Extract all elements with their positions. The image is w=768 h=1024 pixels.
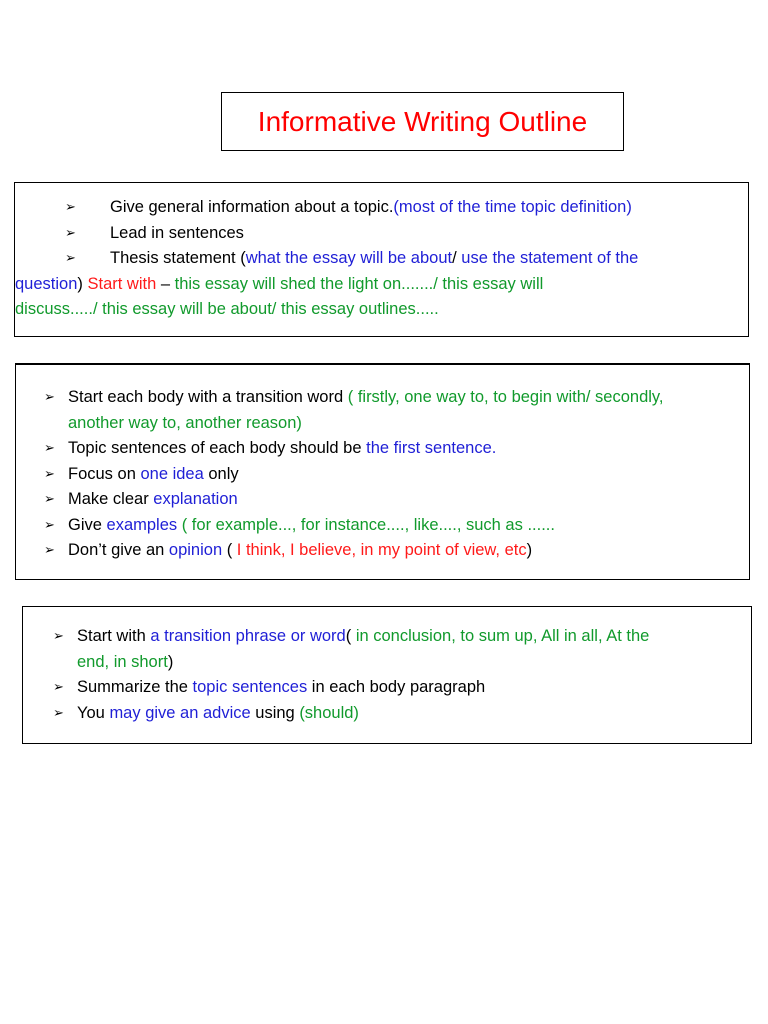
- list-item: [44, 487, 743, 513]
- list-item-continuation: end, in short): [77, 652, 174, 671]
- list-item: [65, 246, 738, 272]
- list-item-continuation: discuss...../ this essay will be about/ this essay outlines.....: [15, 300, 439, 318]
- body-box: [15, 363, 750, 580]
- conclusion-box: [22, 606, 752, 744]
- list-item: [53, 675, 741, 701]
- list-item: [44, 513, 743, 539]
- list-item: [44, 436, 743, 462]
- arrow-bullet-icon: ➢: [65, 200, 76, 215]
- list-item: [53, 624, 741, 650]
- item-text: Make clear explanation: [68, 490, 238, 508]
- arrow-bullet-icon: ➢: [53, 680, 64, 695]
- arrow-bullet-icon: ➢: [53, 629, 64, 644]
- item-text: Give examples ( for example..., for instance...., like...., such as ......: [68, 515, 555, 534]
- note-text: (most of the time topic definition): [393, 198, 632, 216]
- arrow-bullet-icon: ➢: [65, 251, 76, 266]
- item-text: Thesis statement (what the essay will be about/ use the statement of the: [110, 249, 639, 267]
- list-item: [44, 462, 743, 488]
- list-item: [53, 701, 741, 727]
- arrow-bullet-icon: ➢: [44, 390, 55, 405]
- arrow-bullet-icon: ➢: [53, 705, 64, 721]
- arrow-bullet-icon: ➢: [44, 517, 55, 533]
- item-text: Give general information about a topic.(most of the time topic definition): [110, 198, 632, 216]
- item-text: You may give an advice using (should): [77, 703, 359, 722]
- item-text: Start each body with a transition word ( firstly, one way to, to begin with/ secondly,: [68, 388, 664, 406]
- arrow-bullet-icon: ➢: [44, 441, 55, 456]
- list-item: [65, 221, 738, 247]
- item-text: Focus on one idea only: [68, 464, 239, 483]
- arrow-bullet-icon: ➢: [44, 492, 55, 507]
- page-title: Informative Writing Outline: [257, 105, 588, 137]
- list-item: [44, 385, 743, 411]
- item-text: Start with a transition phrase or word( in conclusion, to sum up, All in all, At the: [77, 627, 650, 645]
- list-item-continuation: question) Start with – this essay will shed the light on......./ this essay will: [15, 274, 544, 293]
- intro-box: [14, 182, 749, 337]
- title-box: [221, 92, 624, 151]
- list-item: [44, 538, 743, 564]
- arrow-bullet-icon: ➢: [44, 543, 55, 558]
- arrow-bullet-icon: ➢: [44, 466, 55, 482]
- arrow-bullet-icon: ➢: [65, 225, 76, 241]
- item-text: Summarize the topic sentences in each body paragraph: [77, 678, 486, 696]
- list-item-continuation: another way to, another reason): [68, 413, 302, 432]
- item-text: Topic sentences of each body should be the first sentence.: [68, 439, 497, 457]
- item-text: Lead in sentences: [110, 223, 244, 242]
- list-item: [65, 195, 738, 221]
- item-text: Don’t give an opinion ( I think, I believe, in my point of view, etc): [68, 541, 533, 559]
